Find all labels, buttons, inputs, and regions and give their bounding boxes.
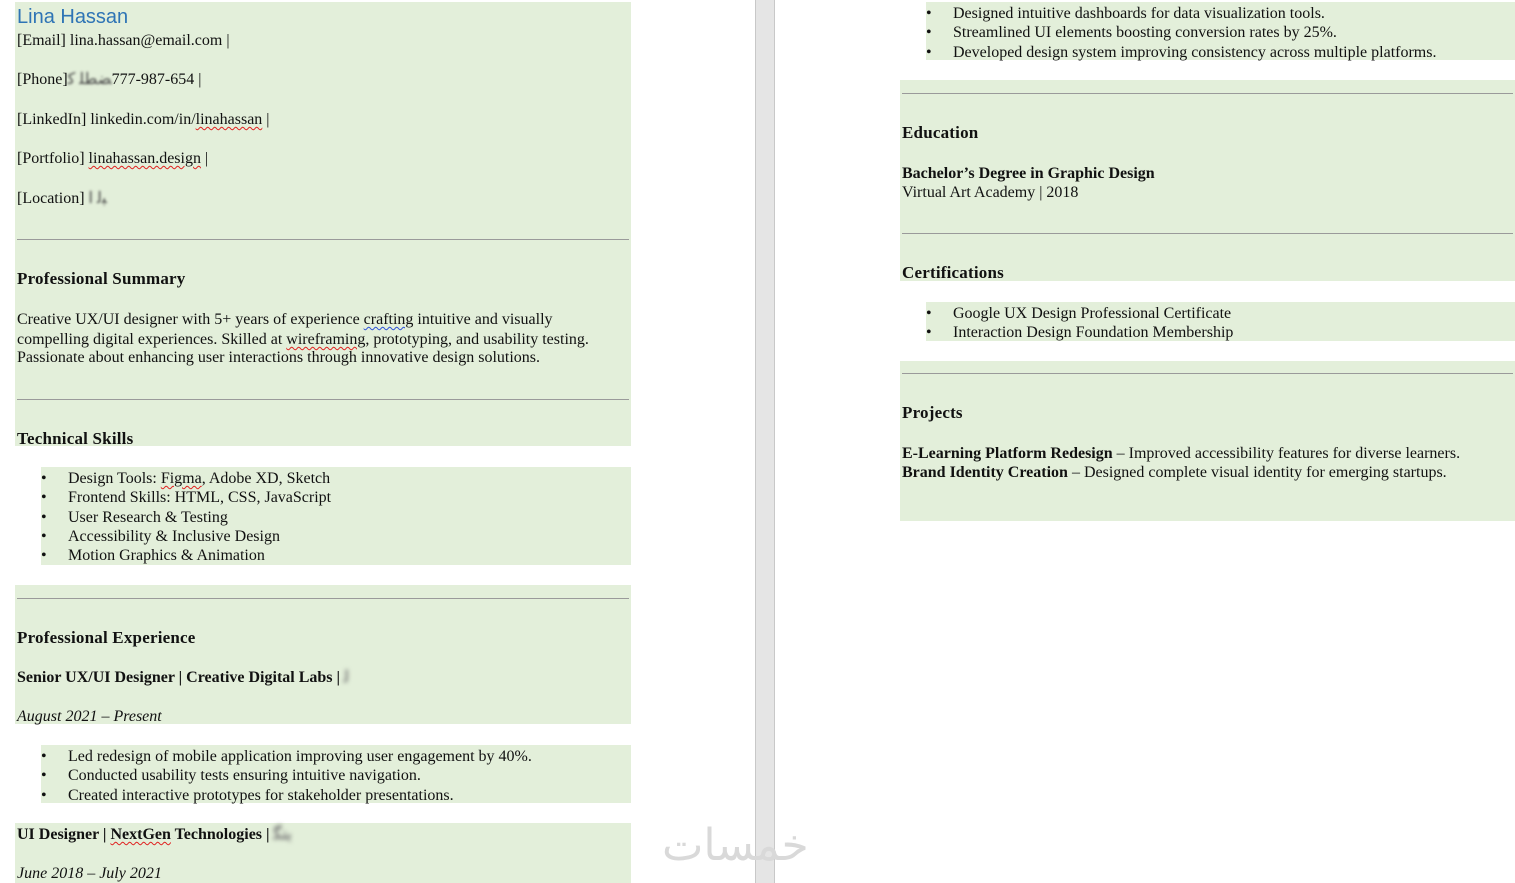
job2-title — [17, 825, 292, 844]
section-divider — [902, 233, 1513, 234]
separator: | — [198, 71, 202, 88]
job2-bullets — [926, 4, 1436, 62]
education-heading: Education — [902, 123, 979, 142]
job2-title-text: Technologies | — [170, 826, 270, 843]
portfolio-label: [Portfolio] — [17, 150, 85, 167]
job1-title — [17, 668, 349, 687]
candidate-name: Lina Hassan — [17, 6, 129, 28]
summary-text-flagged: wireframing — [286, 331, 366, 348]
phone-value: 777-987-654 — [111, 71, 195, 88]
job2-bullet: • Developed design system improving consistency across multiple platforms. — [926, 43, 1436, 62]
email-line — [17, 31, 230, 50]
job1-title-text: Senior UX/UI Designer | Creative Digital Labs | — [17, 669, 341, 686]
skill-item: • Frontend Skills: HTML, CSS, JavaScript — [41, 488, 331, 507]
summary-text: intuitive and visually — [413, 311, 553, 328]
job1-dates: August 2021 – Present — [17, 708, 162, 725]
location-line — [17, 189, 107, 208]
skills-heading: Technical Skills — [17, 429, 134, 448]
job2-bullet: • Designed intuitive dashboards for data visualization tools. — [926, 4, 1436, 23]
job2-title-text: UI Designer | — [17, 826, 111, 843]
skill-item: • User Research & Testing — [41, 508, 331, 527]
section-divider — [17, 598, 629, 599]
summary-text: , prototyping, and usability testing. — [365, 331, 589, 348]
section-divider — [17, 399, 629, 400]
skill-item: • Accessibility & Inclusive Design — [41, 527, 331, 546]
section-divider — [902, 373, 1513, 374]
summary-line-1 — [17, 310, 553, 329]
job1-bullets — [41, 747, 532, 805]
job1-redacted: ﻟ — [344, 669, 349, 686]
section-divider — [902, 93, 1513, 94]
skill-text: Design Tools: — [68, 470, 161, 487]
job1-bullet: • Led redesign of mobile application improving user engagement by 40%. — [41, 747, 532, 766]
project-2-name: Brand Identity Creation — [902, 464, 1068, 481]
job2-bullet: • Streamlined UI elements boosting conversion rates by 25%. — [926, 23, 1436, 42]
education-degree: Bachelor’s Degree in Graphic Design — [902, 165, 1155, 182]
linkedin-line — [17, 110, 270, 129]
section-divider — [17, 239, 629, 240]
phone-line — [17, 70, 201, 89]
skill-item: • Motion Graphics & Animation — [41, 546, 331, 565]
linkedin-url[interactable] — [90, 111, 262, 128]
summary-line-3: Passionate about enhancing user interactions through innovative design solutions. — [17, 349, 541, 366]
summary-text: Creative UX/UI designer with 5+ years of experience — [17, 311, 364, 328]
watermark-logo: خمسات — [662, 820, 809, 871]
linkedin-label: [LinkedIn] — [17, 111, 87, 128]
email-value[interactable]: lina.hassan@email.com — [69, 32, 223, 49]
project-1 — [902, 444, 1460, 463]
linkedin-prefix: linkedin.com/in/ — [90, 111, 196, 128]
project-2-desc: – Designed complete visual identity for emerging startups. — [1067, 464, 1447, 481]
separator: | — [204, 150, 209, 167]
job2-title-flagged: NextGen — [110, 826, 171, 843]
skill-item — [41, 469, 331, 488]
project-1-name: E-Learning Platform Redesign — [902, 445, 1113, 462]
document-page-right — [775, 0, 1515, 883]
linkedin-handle: linahassan — [195, 111, 263, 128]
project-2 — [902, 463, 1447, 482]
skills-list — [41, 469, 331, 565]
job2-dates: June 2018 – July 2021 — [17, 865, 162, 882]
portfolio-url[interactable]: linahassan.design — [88, 150, 201, 167]
separator: | — [226, 32, 230, 49]
certification-item: • Google UX Design Professional Certificate — [926, 304, 1233, 323]
certification-item: • Interaction Design Foundation Membership — [926, 323, 1233, 342]
summary-heading: Professional Summary — [17, 269, 186, 288]
project-1-desc: – Improved accessibility features for diverse learners. — [1112, 445, 1461, 462]
summary-text: compelling digital experiences. Skilled at — [17, 331, 287, 348]
email-label: [Email] — [17, 32, 66, 49]
phone-label: [Phone] — [17, 71, 68, 88]
location-redacted: ﺒﻟ ا — [88, 190, 107, 207]
skill-text-flagged: Figma — [160, 470, 202, 487]
shade-block-header — [15, 2, 631, 446]
phone-redacted: ﻀﻄﻠ ﻛ — [67, 71, 112, 88]
job1-bullet: • Conducted usability tests ensuring intuitive navigation. — [41, 766, 532, 785]
skill-text: , Adobe XD, Sketch — [201, 470, 331, 487]
summary-line-2 — [17, 330, 589, 349]
certifications-list — [926, 304, 1233, 343]
shade-block-experience — [15, 585, 631, 724]
education-school: Virtual Art Academy | 2018 — [902, 184, 1079, 201]
projects-heading: Projects — [902, 403, 963, 422]
page-gutter — [755, 0, 775, 883]
certifications-heading: Certifications — [902, 263, 1004, 282]
separator: | — [266, 111, 270, 128]
document-page-left — [0, 0, 755, 883]
job1-bullet: • Created interactive prototypes for stakeholder presentations. — [41, 786, 532, 805]
job2-redacted: ﺑﻨﮕ — [273, 826, 292, 843]
portfolio-line — [17, 149, 208, 168]
shade-block-projects — [900, 361, 1515, 521]
location-label: [Location] — [17, 190, 85, 207]
experience-heading: Professional Experience — [17, 628, 196, 647]
summary-text-flagged: crafting — [363, 311, 414, 328]
